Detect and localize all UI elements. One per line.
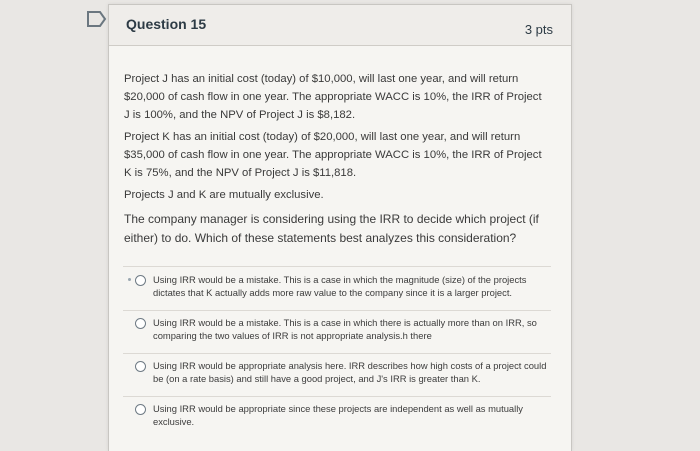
radio-button-4[interactable] [135,404,146,415]
question-title: Question 15 [126,16,207,32]
question-header [109,5,571,46]
question-paragraph-2: Project K has an initial cost (today) of $20,000, will last one year, and will return $35,000 of cash flow in one year. The appropriate WACC is 10%, the IRR of Project K is 75%, and the NPV of Project J is $11,818. [124,131,542,179]
divider [123,310,551,311]
divider [123,266,551,267]
question-points: 3 pts [524,22,553,37]
radio-button-2[interactable] [135,318,146,329]
radio-button-3[interactable] [135,361,146,372]
divider [123,353,551,354]
answer-option-4-label[interactable]: Using IRR would be appropriate since these projects are independent as well as mutually exclusive. [153,403,523,427]
answer-option-2-label[interactable]: Using IRR would be a mistake. This is a case in which there is actually more than on IRR, so comparing the two values of IRR is not appropriate analysis.h there [153,317,537,341]
question-card [108,4,572,451]
divider [123,396,551,397]
answer-option-3-label[interactable]: Using IRR would be appropriate analysis here. IRR describes how high costs of a project could be (on a rate basis) and still have a good project, and J's IRR is greater than K. [153,360,547,384]
flag-icon[interactable] [86,10,108,28]
hover-indicator-icon [128,278,131,281]
question-prompt: The company manager is considering using the IRR to decide which project (if either) to do. Which of these statements best analyzes this consideration? [124,212,539,245]
radio-button-1[interactable] [135,275,146,286]
answer-option-1-label[interactable]: Using IRR would be a mistake. This is a case in which the magnitude (size) of the projects dictates that K actually adds more raw value to the company since it is a larger project. [153,274,527,298]
question-paragraph-3: Projects J and K are mutually exclusive. [124,189,324,201]
question-paragraph-1: Project J has an initial cost (today) of $10,000, will last one year, and will return $20,000 of cash flow in one year. The appropriate WACC is 10%, the IRR of Project J is 100%, and the NPV of Project J is $8,182. [124,73,542,121]
